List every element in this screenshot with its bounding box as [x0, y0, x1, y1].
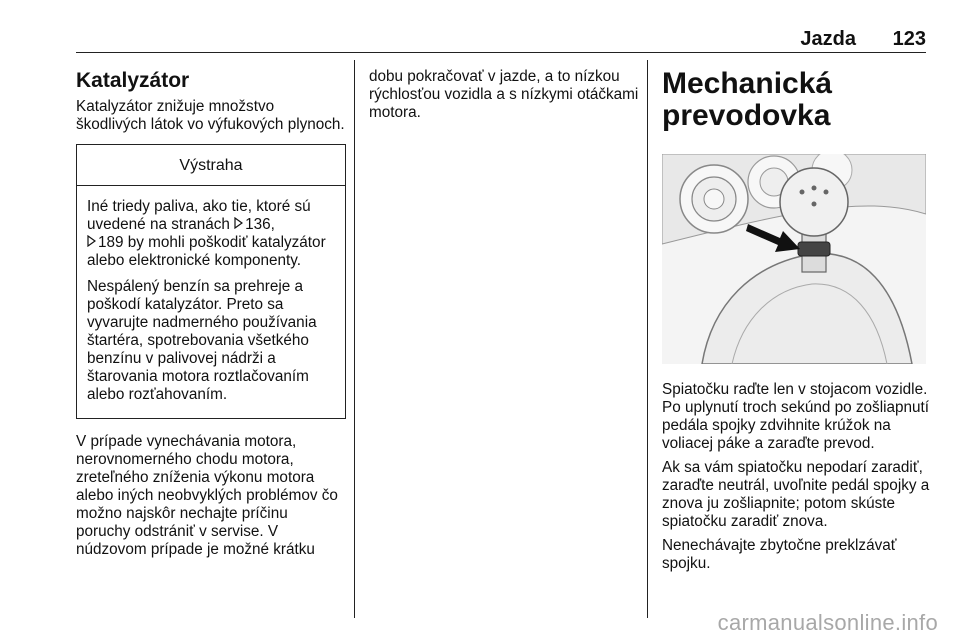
reverse-paragraph-2: Ak sa vám spiatočku nepodarí zaradiť, zaraďte neutrál, uvoľnite pedál spojky a znova ju zošliapnite; potom skúste spiatočku zaradiť znova. — [662, 459, 930, 530]
manual-transmission-heading: Mechanická prevodovka — [662, 67, 833, 132]
page-header — [76, 28, 926, 53]
page-ref-2[interactable]: 189 by mohli poškodiť katalyzátor alebo elektronické komponenty. — [87, 234, 326, 269]
misfire-paragraph: V prípade vynechávania motora, nerovnomerného chodu motora, zreteľného zníženia výkonu motora alebo iných neobvyklých problémov čo možno najskôr nechajte príčinu poruchy odstrániť v servise. V núdzovom prípade je možné krátku — [76, 433, 338, 558]
clutch-paragraph: Nenechávajte zbytočne preklzávať spojku. — [662, 537, 897, 572]
column-2 — [369, 68, 644, 128]
warning-text-1: Iné triedy paliva, ako tie, ktoré sú uvedené na stranách — [87, 198, 311, 233]
continued-paragraph: dobu pokračovať v jazde, a to nízkou rýchlosťou vozidla a s nízkymi otáčkami motora. — [369, 68, 639, 121]
watermark: carmanualsonline.info — [717, 610, 938, 635]
page-ref-icon — [234, 217, 243, 229]
catalyst-intro: Katalyzátor znižuje množstvo škodlivých látok vo výfukových plynoch. — [76, 98, 345, 133]
warning-paragraph-2: Nespálený benzín sa prehreje a poškodí katalyzátor. Preto sa vyvarujte nadmerného používania štartéra, spotrebovania všetkého benzínu v palivovej nádrži a štarovania motora roztlačovaním alebo rozťahovaním. — [87, 278, 317, 403]
page-ref-1[interactable]: 136, — [245, 216, 275, 233]
reverse-paragraph-1: Spiatočku raďte len v stojacom vozidle. Po uplynutí troch sekúnd po zošliapnutí pedála spojky zdvihnite krúžok na voliacej páke a zaraďte prevod. — [662, 381, 930, 452]
column-1 — [76, 68, 346, 565]
column-3 — [662, 68, 930, 579]
gear-lever-illustration — [662, 154, 926, 364]
warning-title: Výstraha — [77, 145, 345, 186]
page-number: 123 — [892, 28, 926, 50]
column-divider-2 — [647, 60, 648, 618]
column-divider-1 — [354, 60, 355, 618]
warning-body — [77, 186, 345, 418]
section-title: Jazda — [800, 28, 856, 50]
warning-paragraph-1 — [87, 198, 337, 270]
catalyst-heading: Katalyzátor — [76, 69, 190, 92]
page-ref-icon — [87, 235, 96, 247]
warning-box — [76, 144, 346, 419]
